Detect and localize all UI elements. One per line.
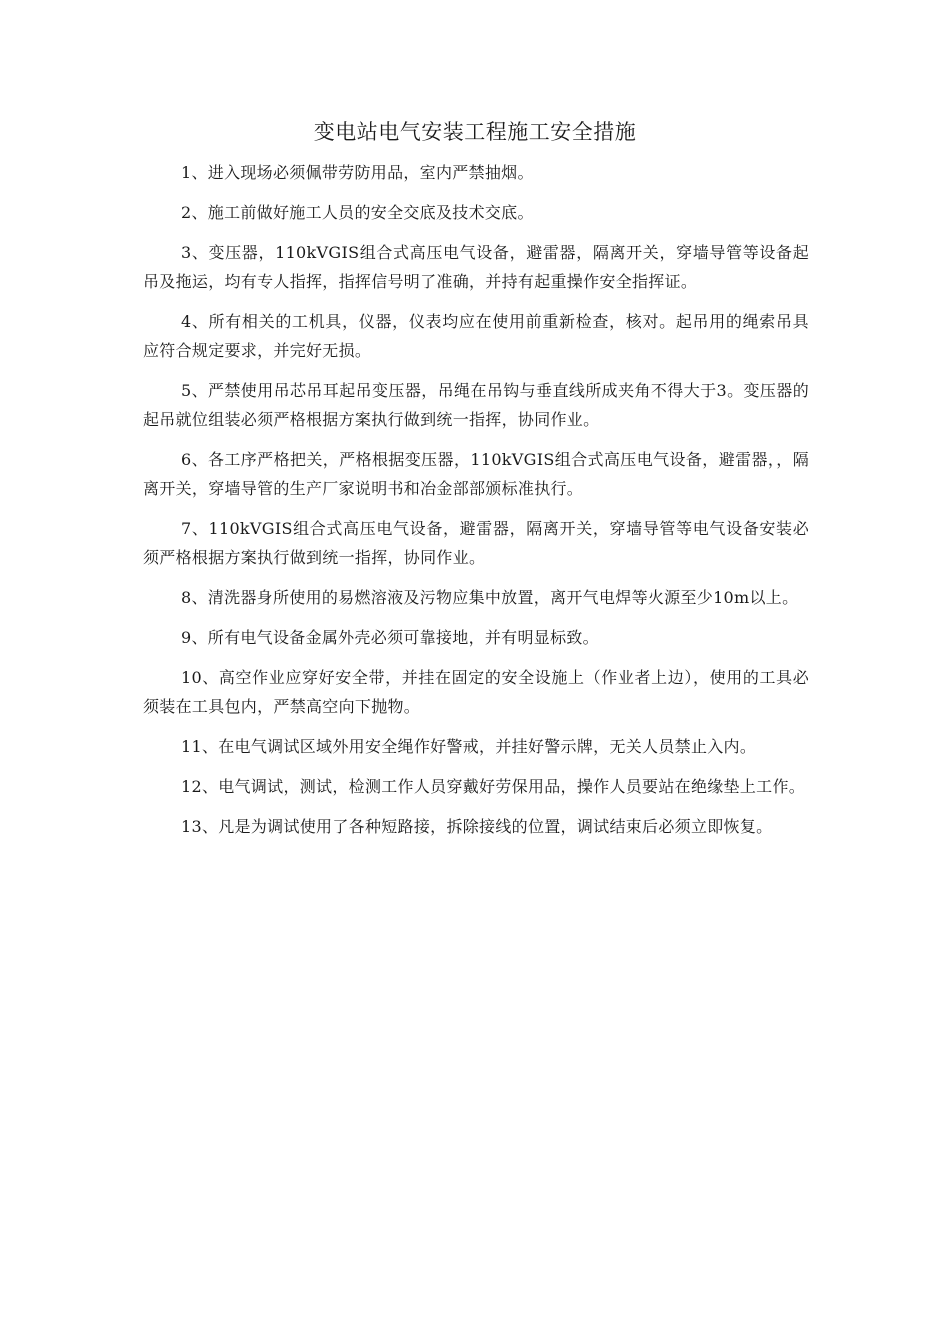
paragraph-10: 10、高空作业应穿好安全带，并挂在固定的安全设施上（作业者上边），使用的工具必须装在工具包内，严禁高空向下抛物。: [143, 668, 809, 716]
paragraph-4: 4、所有相关的工机具，仪器，仪表均应在使用前重新检查，核对。起吊用的绳索吊具应符合规定要求，并完好无损。: [143, 312, 809, 360]
document-body: [143, 158, 809, 852]
document-title: 变电站电气安装工程施工安全措施: [313, 120, 637, 144]
paragraph-6: 6、各工序严格把关，严格根据变压器，110kVGIS组合式高压电气设备，避雷器，，隔离开关，穿墙导管的生产厂家说明书和冶金部部颁标准执行。: [143, 450, 809, 498]
paragraph-3: 3、变压器，110kVGIS组合式高压电气设备，避雷器，隔离开关，穿墙导管等设备起吊及拖运，均有专人指挥，指挥信号明了准确，并持有起重操作安全指挥证。: [143, 243, 809, 291]
paragraph-2: 2、施工前做好施工人员的安全交底及技术交底。: [181, 203, 534, 222]
paragraph-9: 9、所有电气设备金属外壳必须可靠接地，并有明显标致。: [181, 628, 599, 647]
paragraph-12: 12、电气调试，测试，检测工作人员穿戴好劳保用品，操作人员要站在绝缘垫上工作。: [181, 777, 806, 796]
paragraph-8: 8、清洗器身所使用的易燃溶液及污物应集中放置，离开气电焊等火源至少10m以上。: [181, 588, 799, 607]
paragraph-13: 13、凡是为调试使用了各种短路接，拆除接线的位置，调试结束后必须立即恢复。: [181, 817, 773, 836]
paragraph-11: 11、在电气调试区域外用安全绳作好警戒，并挂好警示牌，无关人员禁止入内。: [181, 737, 757, 756]
paragraph-7: 7、110kVGIS组合式高压电气设备，避雷器，隔离开关，穿墙导管等电气设备安装必须严格根据方案执行做到统一指挥，协同作业。: [143, 519, 809, 567]
paragraph-1: 1、进入现场必须佩带劳防用品，室内严禁抽烟。: [181, 163, 534, 182]
paragraph-5: 5、严禁使用吊芯吊耳起吊变压器，吊绳在吊钩与垂直线所成夹角不得大于3。变压器的起吊就位组装必须严格根据方案执行做到统一指挥，协同作业。: [143, 381, 809, 429]
